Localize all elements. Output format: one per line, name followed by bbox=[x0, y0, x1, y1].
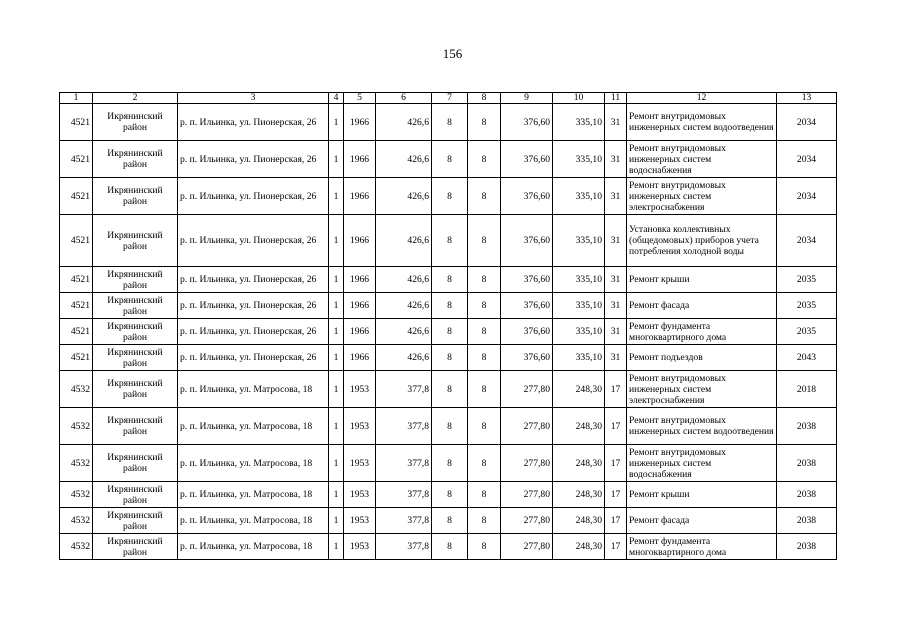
value-cell: 8 bbox=[468, 141, 501, 178]
year-cell: 1953 bbox=[344, 408, 376, 445]
value-cell: 248,30 bbox=[553, 508, 605, 534]
value-cell: 8 bbox=[468, 215, 501, 267]
address-cell: р. п. Ильинка, ул. Пионерская, 26 bbox=[178, 215, 329, 267]
value-cell: 8 bbox=[432, 141, 468, 178]
district-cell: Икрянинский район bbox=[93, 534, 178, 560]
work-type-cell: Установка коллективных (общедомовых) приборов учета потребления холодной воды bbox=[627, 215, 777, 267]
value-cell: 335,10 bbox=[553, 345, 605, 371]
area-cell: 426,6 bbox=[376, 319, 432, 345]
count-cell: 1 bbox=[329, 482, 344, 508]
table-row bbox=[60, 408, 837, 445]
value-cell: 335,10 bbox=[553, 319, 605, 345]
value-cell: 8 bbox=[468, 534, 501, 560]
district-cell: Икрянинский район bbox=[93, 371, 178, 408]
area-cell: 377,8 bbox=[376, 408, 432, 445]
value-cell: 376,60 bbox=[501, 267, 553, 293]
value-cell: 8 bbox=[432, 267, 468, 293]
year-cell: 1966 bbox=[344, 215, 376, 267]
plan-year-cell: 2034 bbox=[777, 215, 837, 267]
area-cell: 377,8 bbox=[376, 482, 432, 508]
count-cell: 1 bbox=[329, 215, 344, 267]
value-cell: 248,30 bbox=[553, 534, 605, 560]
area-cell: 426,6 bbox=[376, 178, 432, 215]
value-cell: 17 bbox=[605, 508, 627, 534]
district-cell: Икрянинский район bbox=[93, 319, 178, 345]
value-cell: 31 bbox=[605, 293, 627, 319]
column-number: 4 bbox=[329, 93, 344, 104]
value-cell: 8 bbox=[468, 178, 501, 215]
area-cell: 426,6 bbox=[376, 215, 432, 267]
year-cell: 1966 bbox=[344, 345, 376, 371]
year-cell: 1953 bbox=[344, 508, 376, 534]
row-id: 4532 bbox=[60, 445, 93, 482]
value-cell: 8 bbox=[432, 508, 468, 534]
column-number-row bbox=[60, 93, 837, 104]
year-cell: 1966 bbox=[344, 293, 376, 319]
value-cell: 376,60 bbox=[501, 178, 553, 215]
value-cell: 31 bbox=[605, 267, 627, 293]
value-cell: 8 bbox=[468, 445, 501, 482]
value-cell: 8 bbox=[432, 319, 468, 345]
value-cell: 335,10 bbox=[553, 104, 605, 141]
value-cell: 8 bbox=[432, 445, 468, 482]
table-row bbox=[60, 482, 837, 508]
value-cell: 335,10 bbox=[553, 178, 605, 215]
district-cell: Икрянинский район bbox=[93, 445, 178, 482]
row-id: 4532 bbox=[60, 482, 93, 508]
district-cell: Икрянинский район bbox=[93, 267, 178, 293]
column-number: 3 bbox=[178, 93, 329, 104]
value-cell: 17 bbox=[605, 371, 627, 408]
value-cell: 376,60 bbox=[501, 345, 553, 371]
value-cell: 335,10 bbox=[553, 267, 605, 293]
column-number: 1 bbox=[60, 93, 93, 104]
value-cell: 277,80 bbox=[501, 408, 553, 445]
column-number: 2 bbox=[93, 93, 178, 104]
table-row bbox=[60, 445, 837, 482]
column-number: 13 bbox=[777, 93, 837, 104]
area-cell: 426,6 bbox=[376, 345, 432, 371]
table-row bbox=[60, 104, 837, 141]
plan-year-cell: 2034 bbox=[777, 178, 837, 215]
column-number: 9 bbox=[501, 93, 553, 104]
value-cell: 277,80 bbox=[501, 534, 553, 560]
row-id: 4521 bbox=[60, 141, 93, 178]
district-cell: Икрянинский район bbox=[93, 141, 178, 178]
year-cell: 1953 bbox=[344, 482, 376, 508]
column-number: 5 bbox=[344, 93, 376, 104]
value-cell: 8 bbox=[468, 408, 501, 445]
row-id: 4521 bbox=[60, 293, 93, 319]
work-type-cell: Ремонт внутридомовых инженерных систем водоотведения bbox=[627, 104, 777, 141]
value-cell: 8 bbox=[432, 178, 468, 215]
year-cell: 1966 bbox=[344, 267, 376, 293]
district-cell: Икрянинский район bbox=[93, 482, 178, 508]
address-cell: р. п. Ильинка, ул. Матросова, 18 bbox=[178, 445, 329, 482]
table-row bbox=[60, 178, 837, 215]
value-cell: 248,30 bbox=[553, 482, 605, 508]
value-cell: 31 bbox=[605, 141, 627, 178]
year-cell: 1953 bbox=[344, 371, 376, 408]
plan-year-cell: 2038 bbox=[777, 408, 837, 445]
table-row bbox=[60, 141, 837, 178]
area-cell: 377,8 bbox=[376, 445, 432, 482]
value-cell: 376,60 bbox=[501, 215, 553, 267]
column-number: 7 bbox=[432, 93, 468, 104]
table-row bbox=[60, 371, 837, 408]
value-cell: 376,60 bbox=[501, 293, 553, 319]
count-cell: 1 bbox=[329, 408, 344, 445]
plan-year-cell: 2038 bbox=[777, 482, 837, 508]
plan-year-cell: 2018 bbox=[777, 371, 837, 408]
row-id: 4532 bbox=[60, 408, 93, 445]
work-type-cell: Ремонт фасада bbox=[627, 508, 777, 534]
area-cell: 377,8 bbox=[376, 508, 432, 534]
value-cell: 31 bbox=[605, 104, 627, 141]
table-row bbox=[60, 508, 837, 534]
area-cell: 426,6 bbox=[376, 293, 432, 319]
value-cell: 8 bbox=[468, 293, 501, 319]
column-number: 11 bbox=[605, 93, 627, 104]
value-cell: 17 bbox=[605, 482, 627, 508]
work-type-cell: Ремонт подъездов bbox=[627, 345, 777, 371]
row-id: 4532 bbox=[60, 534, 93, 560]
count-cell: 1 bbox=[329, 141, 344, 178]
value-cell: 277,80 bbox=[501, 445, 553, 482]
column-number: 6 bbox=[376, 93, 432, 104]
plan-year-cell: 2035 bbox=[777, 319, 837, 345]
count-cell: 1 bbox=[329, 371, 344, 408]
value-cell: 277,80 bbox=[501, 482, 553, 508]
district-cell: Икрянинский район bbox=[93, 293, 178, 319]
plan-year-cell: 2035 bbox=[777, 267, 837, 293]
plan-year-cell: 2034 bbox=[777, 141, 837, 178]
count-cell: 1 bbox=[329, 293, 344, 319]
value-cell: 8 bbox=[468, 482, 501, 508]
value-cell: 248,30 bbox=[553, 371, 605, 408]
column-number: 12 bbox=[627, 93, 777, 104]
value-cell: 31 bbox=[605, 178, 627, 215]
value-cell: 8 bbox=[432, 345, 468, 371]
district-cell: Икрянинский район bbox=[93, 215, 178, 267]
work-type-cell: Ремонт внутридомовых инженерных систем электроснабжения bbox=[627, 178, 777, 215]
row-id: 4532 bbox=[60, 508, 93, 534]
row-id: 4521 bbox=[60, 319, 93, 345]
value-cell: 335,10 bbox=[553, 293, 605, 319]
value-cell: 8 bbox=[468, 104, 501, 141]
work-type-cell: Ремонт фасада bbox=[627, 293, 777, 319]
value-cell: 8 bbox=[432, 104, 468, 141]
work-type-cell: Ремонт внутридомовых инженерных систем электроснабжения bbox=[627, 371, 777, 408]
count-cell: 1 bbox=[329, 534, 344, 560]
value-cell: 8 bbox=[432, 534, 468, 560]
count-cell: 1 bbox=[329, 445, 344, 482]
district-cell: Икрянинский район bbox=[93, 104, 178, 141]
table-row bbox=[60, 293, 837, 319]
plan-year-cell: 2043 bbox=[777, 345, 837, 371]
page-number: 156 bbox=[442, 46, 463, 61]
address-cell: р. п. Ильинка, ул. Пионерская, 26 bbox=[178, 267, 329, 293]
table-row bbox=[60, 534, 837, 560]
count-cell: 1 bbox=[329, 319, 344, 345]
address-cell: р. п. Ильинка, ул. Матросова, 18 bbox=[178, 408, 329, 445]
count-cell: 1 bbox=[329, 178, 344, 215]
work-type-cell: Ремонт крыши bbox=[627, 482, 777, 508]
value-cell: 8 bbox=[432, 408, 468, 445]
value-cell: 8 bbox=[432, 482, 468, 508]
value-cell: 248,30 bbox=[553, 408, 605, 445]
area-cell: 377,8 bbox=[376, 534, 432, 560]
work-type-cell: Ремонт внутридомовых инженерных систем водоснабжения bbox=[627, 445, 777, 482]
plan-year-cell: 2038 bbox=[777, 534, 837, 560]
table-row bbox=[60, 215, 837, 267]
value-cell: 8 bbox=[468, 319, 501, 345]
value-cell: 335,10 bbox=[553, 141, 605, 178]
value-cell: 8 bbox=[468, 508, 501, 534]
count-cell: 1 bbox=[329, 345, 344, 371]
year-cell: 1966 bbox=[344, 178, 376, 215]
address-cell: р. п. Ильинка, ул. Пионерская, 26 bbox=[178, 178, 329, 215]
district-cell: Икрянинский район bbox=[93, 345, 178, 371]
value-cell: 17 bbox=[605, 445, 627, 482]
address-cell: р. п. Ильинка, ул. Матросова, 18 bbox=[178, 482, 329, 508]
area-cell: 377,8 bbox=[376, 371, 432, 408]
table-row bbox=[60, 345, 837, 371]
year-cell: 1966 bbox=[344, 141, 376, 178]
value-cell: 376,60 bbox=[501, 319, 553, 345]
column-number: 8 bbox=[468, 93, 501, 104]
year-cell: 1966 bbox=[344, 319, 376, 345]
work-type-cell: Ремонт крыши bbox=[627, 267, 777, 293]
district-cell: Икрянинский район bbox=[93, 408, 178, 445]
count-cell: 1 bbox=[329, 508, 344, 534]
address-cell: р. п. Ильинка, ул. Матросова, 18 bbox=[178, 371, 329, 408]
value-cell: 8 bbox=[432, 293, 468, 319]
value-cell: 8 bbox=[432, 371, 468, 408]
count-cell: 1 bbox=[329, 104, 344, 141]
area-cell: 426,6 bbox=[376, 104, 432, 141]
value-cell: 31 bbox=[605, 319, 627, 345]
row-id: 4521 bbox=[60, 104, 93, 141]
value-cell: 376,60 bbox=[501, 104, 553, 141]
value-cell: 8 bbox=[432, 215, 468, 267]
value-cell: 8 bbox=[468, 345, 501, 371]
value-cell: 17 bbox=[605, 534, 627, 560]
value-cell: 31 bbox=[605, 345, 627, 371]
count-cell: 1 bbox=[329, 267, 344, 293]
value-cell: 335,10 bbox=[553, 215, 605, 267]
work-type-cell: Ремонт внутридомовых инженерных систем водоснабжения bbox=[627, 141, 777, 178]
value-cell: 277,80 bbox=[501, 371, 553, 408]
address-cell: р. п. Ильинка, ул. Пионерская, 26 bbox=[178, 293, 329, 319]
value-cell: 8 bbox=[468, 371, 501, 408]
row-id: 4521 bbox=[60, 178, 93, 215]
work-type-cell: Ремонт внутридомовых инженерных систем водоотведения bbox=[627, 408, 777, 445]
value-cell: 8 bbox=[468, 267, 501, 293]
address-cell: р. п. Ильинка, ул. Пионерская, 26 bbox=[178, 104, 329, 141]
work-type-cell: Ремонт фундамента многоквартирного дома bbox=[627, 319, 777, 345]
table-row bbox=[60, 267, 837, 293]
district-cell: Икрянинский район bbox=[93, 508, 178, 534]
value-cell: 248,30 bbox=[553, 445, 605, 482]
row-id: 4521 bbox=[60, 267, 93, 293]
row-id: 4521 bbox=[60, 345, 93, 371]
plan-year-cell: 2038 bbox=[777, 508, 837, 534]
value-cell: 376,60 bbox=[501, 141, 553, 178]
year-cell: 1953 bbox=[344, 534, 376, 560]
area-cell: 426,6 bbox=[376, 141, 432, 178]
table-row bbox=[60, 319, 837, 345]
value-cell: 17 bbox=[605, 408, 627, 445]
table-body bbox=[60, 104, 837, 560]
address-cell: р. п. Ильинка, ул. Пионерская, 26 bbox=[178, 345, 329, 371]
plan-year-cell: 2038 bbox=[777, 445, 837, 482]
capital-repair-table bbox=[59, 92, 837, 560]
district-cell: Икрянинский район bbox=[93, 178, 178, 215]
address-cell: р. п. Ильинка, ул. Матросова, 18 bbox=[178, 508, 329, 534]
address-cell: р. п. Ильинка, ул. Матросова, 18 bbox=[178, 534, 329, 560]
year-cell: 1953 bbox=[344, 445, 376, 482]
plan-year-cell: 2035 bbox=[777, 293, 837, 319]
address-cell: р. п. Ильинка, ул. Пионерская, 26 bbox=[178, 141, 329, 178]
value-cell: 277,80 bbox=[501, 508, 553, 534]
row-id: 4521 bbox=[60, 215, 93, 267]
address-cell: р. п. Ильинка, ул. Пионерская, 26 bbox=[178, 319, 329, 345]
work-type-cell: Ремонт фундамента многоквартирного дома bbox=[627, 534, 777, 560]
value-cell: 31 bbox=[605, 215, 627, 267]
area-cell: 426,6 bbox=[376, 267, 432, 293]
year-cell: 1966 bbox=[344, 104, 376, 141]
row-id: 4532 bbox=[60, 371, 93, 408]
column-number: 10 bbox=[553, 93, 605, 104]
plan-year-cell: 2034 bbox=[777, 104, 837, 141]
